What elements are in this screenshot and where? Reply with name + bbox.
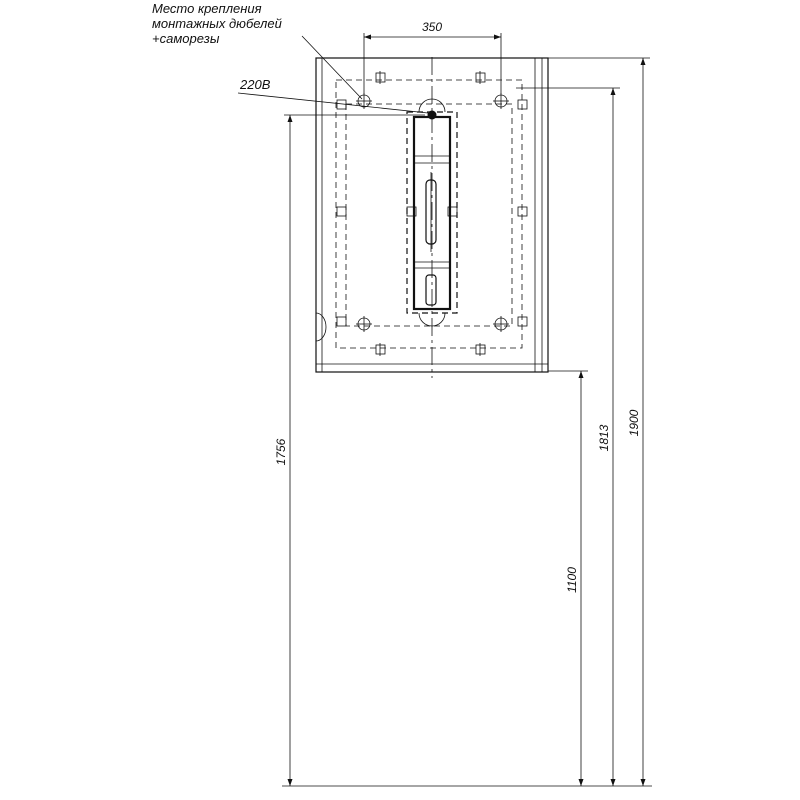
mounting-holes — [356, 93, 509, 332]
mounting-note-line1: Место крепления — [152, 1, 262, 16]
mounting-note-line2: монтажных дюбелей — [152, 16, 282, 31]
clip — [476, 343, 485, 356]
clip — [376, 343, 385, 356]
lamp-tube-lower — [426, 275, 436, 305]
clip — [518, 317, 527, 326]
annotation-power — [238, 77, 428, 113]
clip — [518, 207, 527, 216]
dimension-height-to-top — [274, 115, 425, 786]
mounting-hole-bottom-left — [356, 316, 372, 332]
dimension-label-1756: 1756 — [274, 438, 288, 466]
hinge-arc — [316, 313, 326, 341]
mounting-hole-bottom-right — [493, 316, 509, 332]
mounting-frame-outer — [336, 80, 522, 348]
dimension-height-to-bottom — [548, 371, 588, 786]
dimension-label-1813: 1813 — [597, 424, 611, 452]
dimension-label-350: 350 — [421, 20, 443, 34]
dimension-bracket-spacing — [364, 20, 501, 94]
mounting-frame — [336, 80, 522, 348]
dimension-height-cabinet — [516, 88, 620, 786]
dimension-label-1900: 1900 — [627, 409, 641, 437]
mounting-frame-inner — [346, 104, 512, 326]
clip — [337, 207, 346, 216]
power-label: 220В — [240, 77, 271, 92]
mounting-leader-line — [302, 36, 362, 99]
clip — [376, 71, 385, 84]
dimension-height-overall — [548, 58, 650, 786]
dimension-label-1100: 1100 — [565, 567, 579, 593]
clip — [518, 100, 527, 109]
mounting-hole-top-right — [493, 93, 509, 109]
clip — [337, 317, 346, 326]
mounting-note-line3: +саморезы — [152, 31, 220, 46]
power-leader-line — [238, 93, 428, 113]
clip — [476, 71, 485, 84]
